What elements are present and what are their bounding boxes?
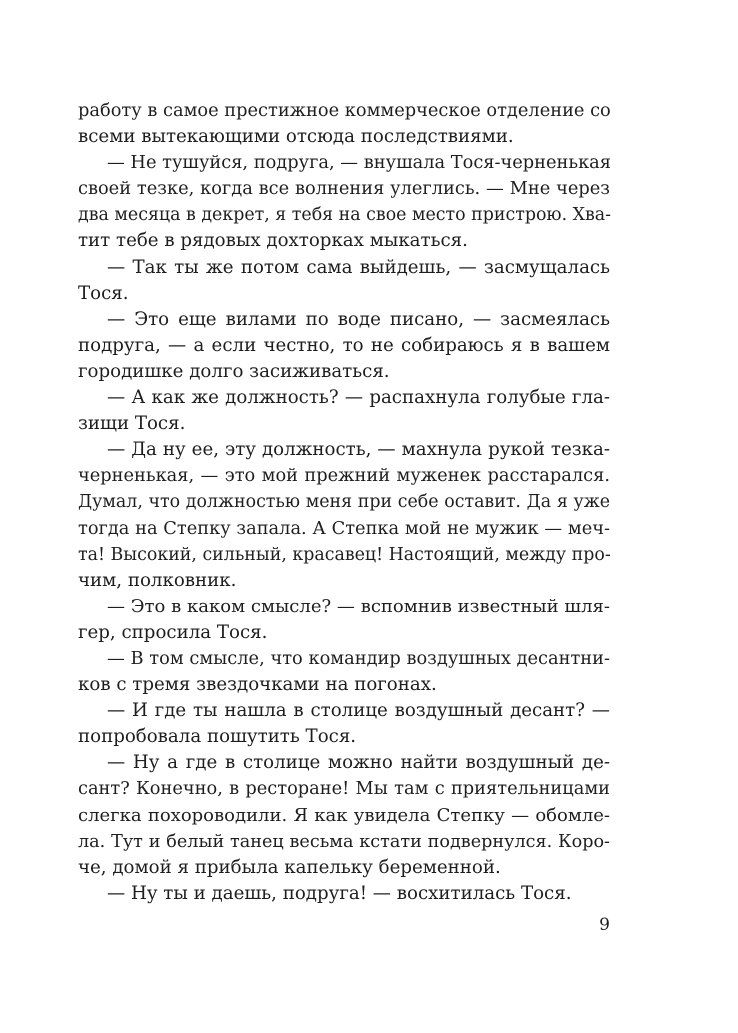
text-line: городишке долго засиживаться. — [78, 360, 390, 382]
text-line: своей тезке, когда все волнения улеглись. — Мне через — [78, 178, 610, 200]
text-line: — А как же должность? — распахнула голубые гла- — [107, 387, 610, 409]
text-line: зищи Тося. — [78, 413, 186, 435]
text-line: сант? Конечно, в ресторане! Мы там с приятельницами — [78, 778, 610, 800]
text-line: всеми вытекающими отсюда последствиями. — [78, 126, 514, 148]
text-line: попробовала пошутить Тося. — [78, 726, 357, 748]
text-line: ла. Тут и белый танец весьма кстати подвернулся. Коро- — [78, 831, 610, 852]
text-line: — Ну а где в столице можно найти воздушный де- — [107, 752, 610, 774]
page-number: 9 — [599, 915, 610, 935]
text-line: гер, спросила Тося. — [78, 621, 268, 643]
text-line: подруга, — а если честно, то не собираюсь я в вашем — [78, 334, 610, 356]
text-line: Думал, что должностью меня при себе оставит. Да я уже — [78, 492, 610, 513]
text-line: ков с тремя звездочками на погонах. — [78, 674, 437, 696]
text-line: — В том смысле, что командир воздушных десантни- — [107, 647, 610, 669]
body-text — [78, 98, 610, 907]
text-line: — Так ты же потом сама выйдешь, — засмущалась — [107, 256, 610, 278]
text-line: Тося. — [78, 282, 129, 304]
text-line: — Ну ты и даешь, подруга! — восхитилась Тося. — [107, 882, 572, 904]
text-line: чим, полковник. — [78, 569, 237, 591]
text-line: — И где ты нашла в столице воздушный десант? — — [107, 700, 610, 722]
text-line: че, домой я прибыла капельку беременной. — [78, 856, 501, 878]
text-line: тогда на Степку запала. А Степка мой не мужик — меч- — [78, 517, 610, 539]
text-line: — Да ну ее, эту должность, — махнула рукой тезка- — [107, 439, 610, 461]
text-line: — Это в каком смысле? — вспомнив известный шля- — [107, 595, 610, 617]
text-line: черненькая, — это мой прежний муженек расстарался. — [78, 465, 610, 487]
text-line: та! Высокий, сильный, красавец! Настоящий, между про- — [78, 544, 611, 565]
text-line: тит тебе в рядовых дохторках мыкаться. — [78, 230, 468, 252]
text-line: работу в самое престижное коммерческое отделение со — [78, 100, 611, 121]
text-line: два месяца в декрет, я тебя на свое место пристрою. Хва- — [78, 205, 612, 226]
text-line: — Не тушуйся, подруга, — внушала Тося-черненькая — [107, 152, 611, 174]
text-line: — Это еще вилами по воде писано, — засмеялась — [107, 308, 610, 330]
text-line: слегка похороводили. Я как увидела Степку — обомле- — [78, 804, 610, 826]
